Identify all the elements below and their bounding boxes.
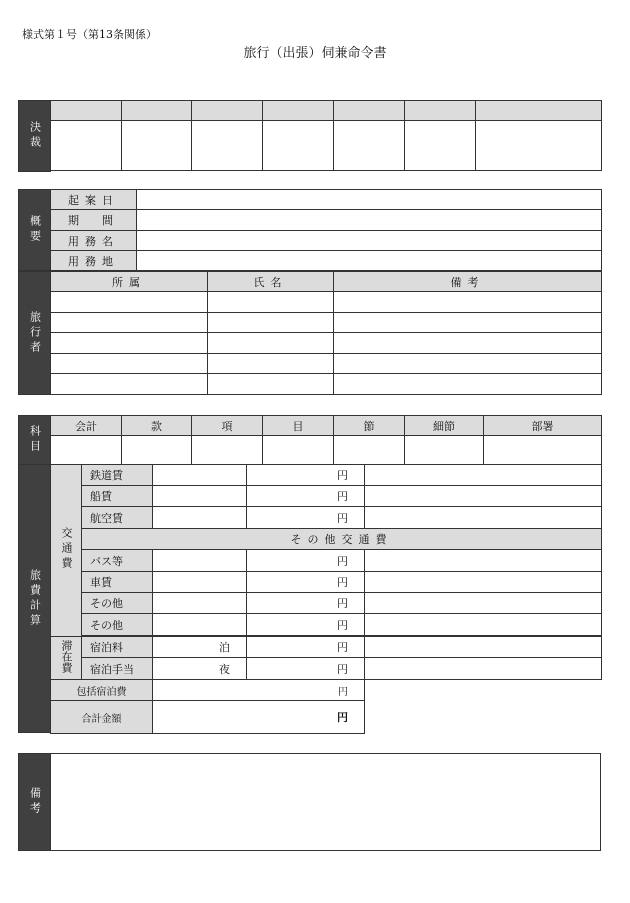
- budget-cell[interactable]: [405, 436, 484, 465]
- expense-item-label: 宿泊料: [82, 637, 153, 658]
- budget-col-header: 細節: [405, 416, 484, 436]
- expense-note-cell[interactable]: [365, 507, 602, 529]
- yen-unit: 円: [337, 469, 348, 482]
- travelers-label: 旅行者: [28, 310, 42, 356]
- budget-col-header: 節: [334, 416, 405, 436]
- overview-field[interactable]: [137, 231, 602, 251]
- traveler-cell[interactable]: [51, 374, 208, 395]
- expense-detail-cell[interactable]: [153, 572, 247, 593]
- remarks-label-cell: [18, 753, 51, 851]
- traveler-cell[interactable]: [51, 292, 208, 313]
- traveler-cell[interactable]: [208, 354, 334, 374]
- stay-label: 滞在費: [60, 640, 73, 673]
- stay-group-cell: [51, 637, 82, 680]
- budget-label: 科目: [28, 425, 42, 455]
- budget-cell[interactable]: [192, 436, 263, 465]
- expense-amount-cell[interactable]: [247, 593, 365, 614]
- expense-amount-cell[interactable]: [247, 486, 365, 507]
- budget-cell[interactable]: [484, 436, 602, 465]
- budget-cell[interactable]: [122, 436, 192, 465]
- traveler-cell[interactable]: [334, 354, 602, 374]
- expense-note-cell[interactable]: [365, 550, 602, 572]
- traveler-cell[interactable]: [334, 313, 602, 333]
- decision-stamp-cell[interactable]: [122, 121, 192, 171]
- budget-cell[interactable]: [263, 436, 334, 465]
- traveler-cell[interactable]: [334, 333, 602, 354]
- expense-detail-cell[interactable]: [153, 486, 247, 507]
- traveler-cell[interactable]: [334, 292, 602, 313]
- expenses-label-cell: [18, 464, 51, 733]
- traveler-cell[interactable]: [208, 333, 334, 354]
- page-title: 旅行（出張）伺兼命令書: [243, 46, 387, 61]
- decision-stamp-cell[interactable]: [263, 121, 334, 171]
- budget-table: [50, 415, 602, 465]
- stay-unit: 夜: [219, 662, 230, 676]
- traveler-cell[interactable]: [334, 374, 602, 395]
- remarks-field[interactable]: [50, 753, 601, 851]
- expense-note-cell[interactable]: [365, 572, 602, 593]
- decision-header-cell: [405, 101, 476, 121]
- yen-unit: 円: [337, 662, 348, 676]
- blank-area: [365, 680, 602, 701]
- package-stay-amount[interactable]: [153, 680, 365, 701]
- traveler-cell[interactable]: [51, 354, 208, 374]
- travelers-col-header: 氏名: [208, 272, 334, 292]
- transport-label: 交通費: [60, 526, 73, 572]
- decision-stamp-cell[interactable]: [476, 121, 602, 171]
- expense-item-label: その他: [82, 614, 153, 636]
- decision-header-cell: [476, 101, 602, 121]
- expense-item-label: その他: [82, 593, 153, 614]
- decision-table: [50, 100, 602, 171]
- overview-row-label: 起案日: [51, 190, 137, 210]
- overview-row-label: 用務名: [51, 231, 137, 251]
- expense-detail-cell[interactable]: [153, 465, 247, 486]
- decision-stamp-cell[interactable]: [192, 121, 263, 171]
- overview-label-cell: [18, 189, 51, 271]
- expense-item-label: 車賃: [82, 572, 153, 593]
- expense-amount-cell[interactable]: [247, 658, 365, 680]
- overview-field[interactable]: [137, 210, 602, 231]
- expense-note-cell[interactable]: [365, 465, 602, 486]
- yen-unit: 円: [337, 511, 348, 525]
- total-label: 合計金額: [51, 701, 153, 734]
- expense-note-cell[interactable]: [365, 486, 602, 507]
- overview-field[interactable]: [137, 190, 602, 210]
- yen-unit: 円: [337, 618, 348, 632]
- expense-item-label: 宿泊手当: [82, 658, 153, 680]
- expense-item-label: 船賃: [82, 486, 153, 507]
- expense-amount-cell[interactable]: [247, 637, 365, 658]
- travelers-col-header: 備考: [334, 272, 602, 292]
- blank-area: [365, 701, 602, 734]
- budget-col-header: 款: [122, 416, 192, 436]
- traveler-cell[interactable]: [208, 292, 334, 313]
- form-number: 様式第１号（第13条関係）: [22, 28, 157, 41]
- travelers-label-cell: [18, 271, 51, 395]
- decision-header-cell: [263, 101, 334, 121]
- stay-unit: 泊: [219, 641, 230, 654]
- overview-label: 概要: [28, 215, 42, 245]
- overview-row-label: 用務地: [51, 251, 137, 271]
- overview-table: [50, 189, 602, 271]
- budget-cell[interactable]: [334, 436, 405, 465]
- decision-stamp-cell[interactable]: [405, 121, 476, 171]
- expense-item-label: 鉄道賃: [82, 465, 153, 486]
- decision-label-cell: [18, 100, 51, 172]
- transport-group-cell: [51, 465, 82, 637]
- expense-amount-cell[interactable]: [247, 614, 365, 636]
- decision-header-cell: [122, 101, 192, 121]
- travelers-col-header: 所属: [51, 272, 208, 292]
- package-stay-label: 包括宿泊費: [51, 680, 153, 701]
- decision-header-cell: [334, 101, 405, 121]
- decision-stamp-cell[interactable]: [51, 121, 122, 171]
- yen-unit: 円: [337, 490, 348, 503]
- traveler-cell[interactable]: [208, 313, 334, 333]
- yen-unit: 円: [338, 686, 348, 698]
- expense-detail-cell[interactable]: [153, 593, 247, 614]
- expense-note-cell[interactable]: [365, 637, 602, 658]
- yen-unit: 円: [337, 641, 348, 654]
- decision-header-cell: [192, 101, 263, 121]
- expense-item-label: バス等: [82, 550, 153, 572]
- expense-amount-cell[interactable]: [247, 507, 365, 529]
- budget-col-header: 項: [192, 416, 263, 436]
- yen-unit: 円: [337, 554, 348, 568]
- overview-row-label: 期 間: [51, 210, 137, 231]
- expense-item-label: 航空賃: [82, 507, 153, 529]
- overview-field[interactable]: [137, 251, 602, 271]
- expenses-label: 旅費計算: [28, 568, 42, 629]
- expense-detail-cell[interactable]: [153, 614, 247, 636]
- travelers-table: [50, 271, 602, 395]
- budget-col-header: 会計: [51, 416, 122, 436]
- expenses-table: [50, 464, 602, 734]
- budget-col-header: 目: [263, 416, 334, 436]
- budget-cell[interactable]: [51, 436, 122, 465]
- decision-header-cell: [51, 101, 122, 121]
- remarks-label: 備考: [28, 787, 42, 817]
- decision-label: 決裁: [28, 121, 42, 151]
- decision-stamp-cell[interactable]: [334, 121, 405, 171]
- traveler-cell[interactable]: [51, 313, 208, 333]
- budget-label-cell: [18, 415, 51, 465]
- expense-detail-cell[interactable]: [153, 507, 247, 529]
- budget-col-header: 部署: [484, 416, 602, 436]
- traveler-cell[interactable]: [208, 374, 334, 395]
- expense-note-cell[interactable]: [365, 593, 602, 614]
- stay-nights-cell[interactable]: [153, 658, 247, 680]
- expense-note-cell[interactable]: [365, 614, 602, 636]
- expense-amount-cell[interactable]: [247, 465, 365, 486]
- yen-unit: 円: [337, 597, 348, 610]
- expense-detail-cell[interactable]: [153, 550, 247, 572]
- expense-amount-cell[interactable]: [247, 572, 365, 593]
- expense-amount-cell[interactable]: [247, 550, 365, 572]
- expense-note-cell[interactable]: [365, 658, 602, 680]
- traveler-cell[interactable]: [51, 333, 208, 354]
- other-transport-header: その他交通費: [82, 529, 602, 550]
- yen-unit: 円: [337, 576, 348, 589]
- stay-nights-cell[interactable]: [153, 637, 247, 658]
- total-amount[interactable]: [153, 701, 365, 734]
- yen-unit: 円: [337, 711, 348, 724]
